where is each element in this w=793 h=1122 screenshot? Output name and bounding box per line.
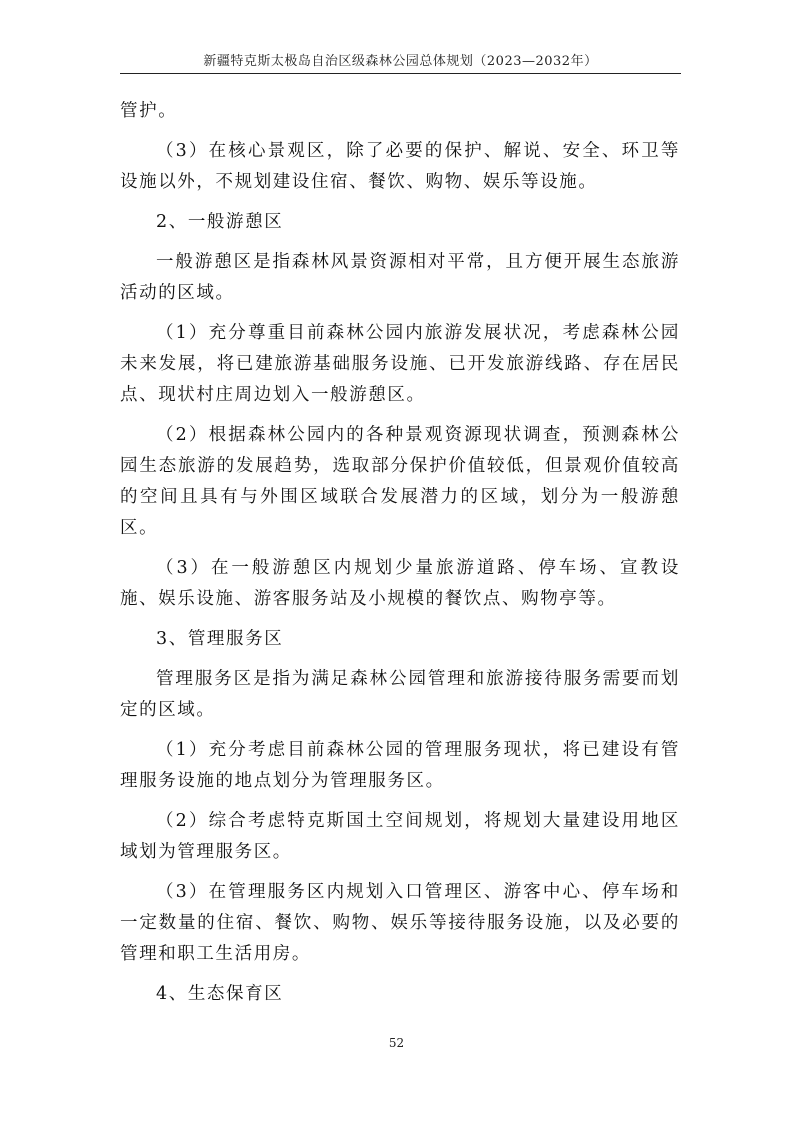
section-heading-ecological-conservation: 4、生态保育区 (156, 984, 284, 1004)
paragraph-management-definition: 管理服务区是指为满足森林公园管理和旅游接待服务需要而划定的区域。 (120, 669, 680, 720)
paragraph-management-item-1: （1）充分考虑目前森林公园的管理服务现状，将已建设有管理服务设施的地点划分为管理服务区。 (120, 740, 680, 791)
header-rule (120, 73, 681, 74)
page-header-title: 新疆特克斯太极岛自治区级森林公园总体规划（2023—2032年） (203, 54, 598, 69)
paragraph-continuation: 管护。 (120, 101, 178, 121)
body-text (120, 96, 680, 1010)
paragraph-core-item-3: （3）在核心景观区，除了必要的保护、解说、安全、环卫等设施以外，不规划建设住宿、餐饮、购物、娱乐等设施。 (120, 141, 680, 192)
paragraph-general-item-1: （1）充分尊重目前森林公园内旅游发展状况，考虑森林公园未来发展，将已建旅游基础服务设施、已开发旅游线路、存在居民点、现状村庄周边划入一般游憩区。 (120, 323, 680, 405)
paragraph-management-item-3: （3）在管理服务区内规划入口管理区、游客中心、停车场和一定数量的住宿、餐饮、购物、娱乐等接待服务设施，以及必要的管理和职工生活用房。 (120, 882, 680, 964)
paragraph-general-item-2: （2）根据森林公园内的各种景观资源现状调查，预测森林公园生态旅游的发展趋势，选取部分保护价值较低，但景观价值较高的空间且具有与外围区域联合发展潜力的区域，划分为一般游憩区。 (120, 425, 680, 538)
paragraph-general-recreation-definition: 一般游憩区是指森林风景资源相对平常，且方便开展生态旅游活动的区域。 (120, 252, 680, 303)
page-number: 52 (388, 1036, 405, 1050)
paragraph-management-item-2: （2）综合考虑特克斯国土空间规划，将规划大量建设用地区域划为管理服务区。 (120, 811, 680, 862)
paragraph-general-item-3: （3）在一般游憩区内规划少量旅游道路、停车场、宣教设施、娱乐设施、游客服务站及小规模的餐饮点、购物亭等。 (120, 558, 680, 609)
section-heading-general-recreation: 2、一般游憩区 (156, 212, 284, 232)
section-heading-management-service: 3、管理服务区 (156, 629, 284, 649)
